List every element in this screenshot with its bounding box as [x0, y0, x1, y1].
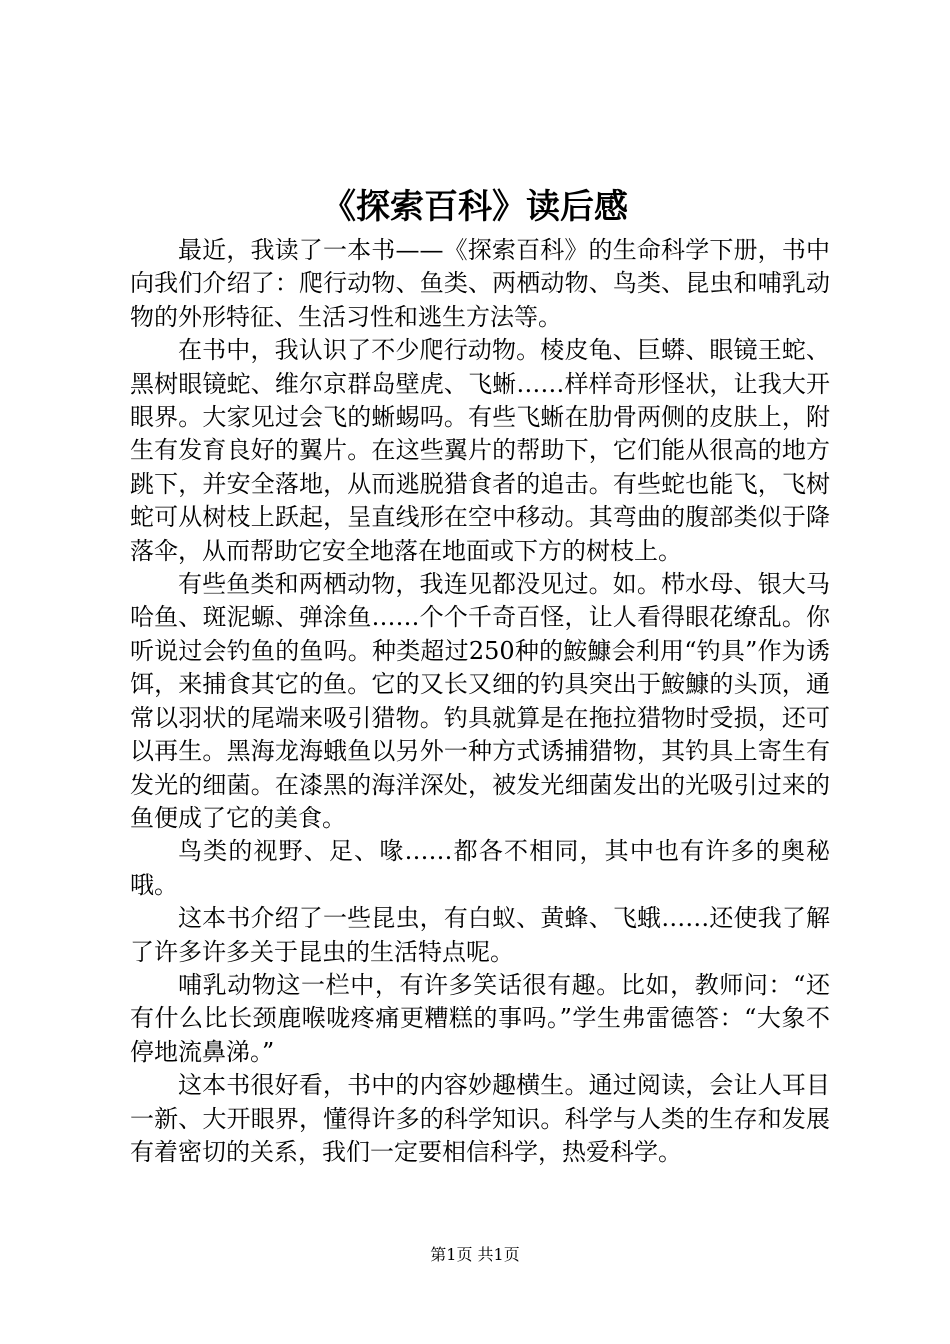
document-body — [130, 234, 830, 1169]
paragraph-1: 最近，我读了一本书——《探索百科》的生命科学下册，书中向我们介绍了：爬行动物、鱼类、两栖动物、鸟类、昆虫和哺乳动物的外形特征、生活习性和逃生方法等。 — [130, 236, 830, 331]
page-number-footer: 第1页 共1页 — [430, 1245, 520, 1264]
paragraph-7: 这本书很好看，书中的内容妙趣横生。通过阅读，会让人耳目一新、大开眼界，懂得许多的科学知识。科学与人类的生存和发展有着密切的关系，我们一定要相信科学，热爱科学。 — [130, 1071, 830, 1166]
paragraph-2: 在书中，我认识了不少爬行动物。棱皮龟、巨蟒、眼镜王蛇、黑树眼镜蛇、维尔京群岛壁虎、飞蜥……样样奇形怪状，让我大开眼界。大家见过会飞的蜥蜴吗。有些飞蜥在肋骨两侧的皮肤上，附生有发育良好的翼片。在这些翼片的帮助下，它们能从很高的地方跳下，并安全落地，从而逃脱猎食者的追击。有些蛇也能飞，飞树蛇可从树枝上跃起，呈直线形在空中移动。其弯曲的腹部类似于降落伞，从而帮助它安全地落在地面或下方的树枝上。 — [130, 336, 830, 565]
paragraph-5: 这本书介绍了一些昆虫，有白蚁、黄蜂、飞蛾……还使我了解了许多许多关于昆虫的生活特点呢。 — [130, 904, 830, 966]
paragraph-3: 有些鱼类和两栖动物，我连见都没见过。如。栉水母、银大马哈鱼、斑泥螈、弹涂鱼……个个千奇百怪，让人看得眼花缭乱。你听说过会钓鱼的鱼吗。种类超过250种的鮟鱇会利用“钓具”作为诱饵，来捕食其它的鱼。它的又长又细的钓具突出于鮟鱇的头顶，通常以羽状的尾端来吸引猎物。钓具就算是在拖拉猎物时受损，还可以再生。黑海龙海蛾鱼以另外一种方式诱捕猎物，其钓具上寄生有发光的细菌。在漆黑的海洋深处，被发光细菌发出的光吸引过来的鱼便成了它的美食。 — [130, 570, 830, 832]
paragraph-6: 哺乳动物这一栏中，有许多笑话很有趣。比如，教师问：“还有什么比长颈鹿喉咙疼痛更糟糕的事吗。”学生弗雷德答：“大象不停地流鼻涕。” — [130, 970, 830, 1066]
paragraph-4: 鸟类的视野、足、喙……都各不相同，其中也有许多的奥秘哦。 — [130, 837, 830, 899]
document-title: 《探索百科》读后感 — [322, 187, 628, 227]
